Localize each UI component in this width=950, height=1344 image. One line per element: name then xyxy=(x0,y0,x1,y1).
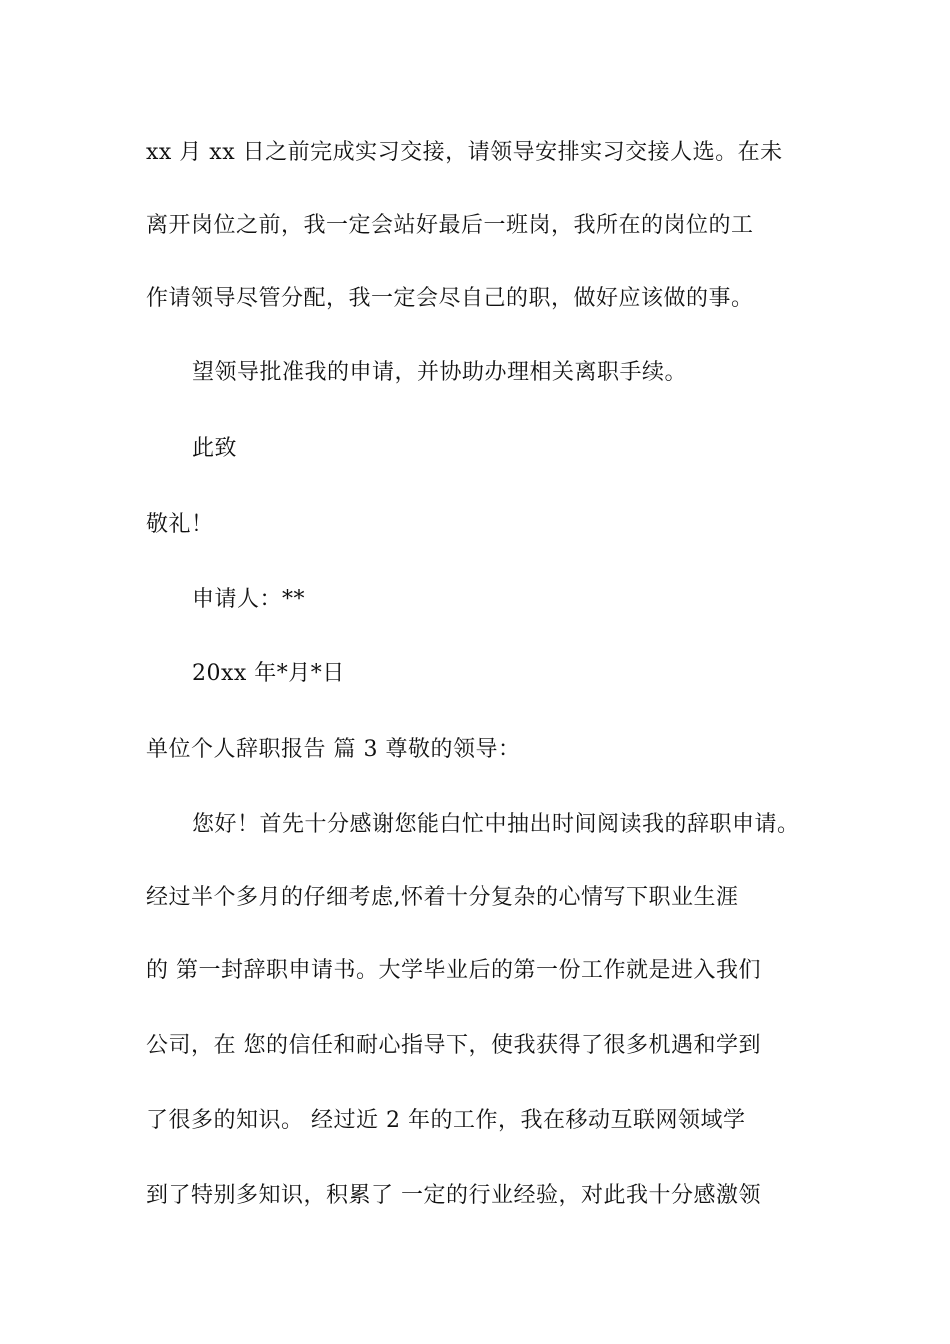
closing-regards: 敬礼！ xyxy=(146,512,214,537)
text-line: 的 第一封辞职申请书。大学毕业后的第一份工作就是进入我们 xyxy=(146,958,761,983)
text-line: xx 月 xx 日之前完成实习交接，请领导安排实习交接人选。在未 xyxy=(146,140,783,165)
text-line: 作请领导尽管分配，我一定会尽自己的职，做好应该做的事。 xyxy=(146,286,754,311)
text-line: 您好！首先十分感谢您能白忙中抽出时间阅读我的辞职申请。 xyxy=(192,812,800,837)
text-line: 经过半个多月的仔细考虑,怀着十分复杂的心情写下职业生涯 xyxy=(146,885,739,910)
applicant-signature: 申请人：** xyxy=(192,587,306,612)
text-line: 到了特别多知识，积累了 一定的行业经验，对此我十分感激领 xyxy=(146,1183,761,1208)
text-line: 了很多的知识。 经过近 2 年的工作，我在移动互联网领域学 xyxy=(146,1108,746,1133)
closing-salutation: 此致 xyxy=(192,436,238,461)
section-heading: 单位个人辞职报告 篇 3 尊敬的领导： xyxy=(146,737,521,762)
text-line: 公司，在 您的信任和耐心指导下，使我获得了很多机遇和学到 xyxy=(146,1033,761,1058)
text-line: 望领导批准我的申请，并协助办理相关离职手续。 xyxy=(192,360,688,385)
text-line: 离开岗位之前，我一定会站好最后一班岗，我所在的岗位的工 xyxy=(146,213,754,238)
signature-date: 20xx 年*月*日 xyxy=(192,661,345,686)
